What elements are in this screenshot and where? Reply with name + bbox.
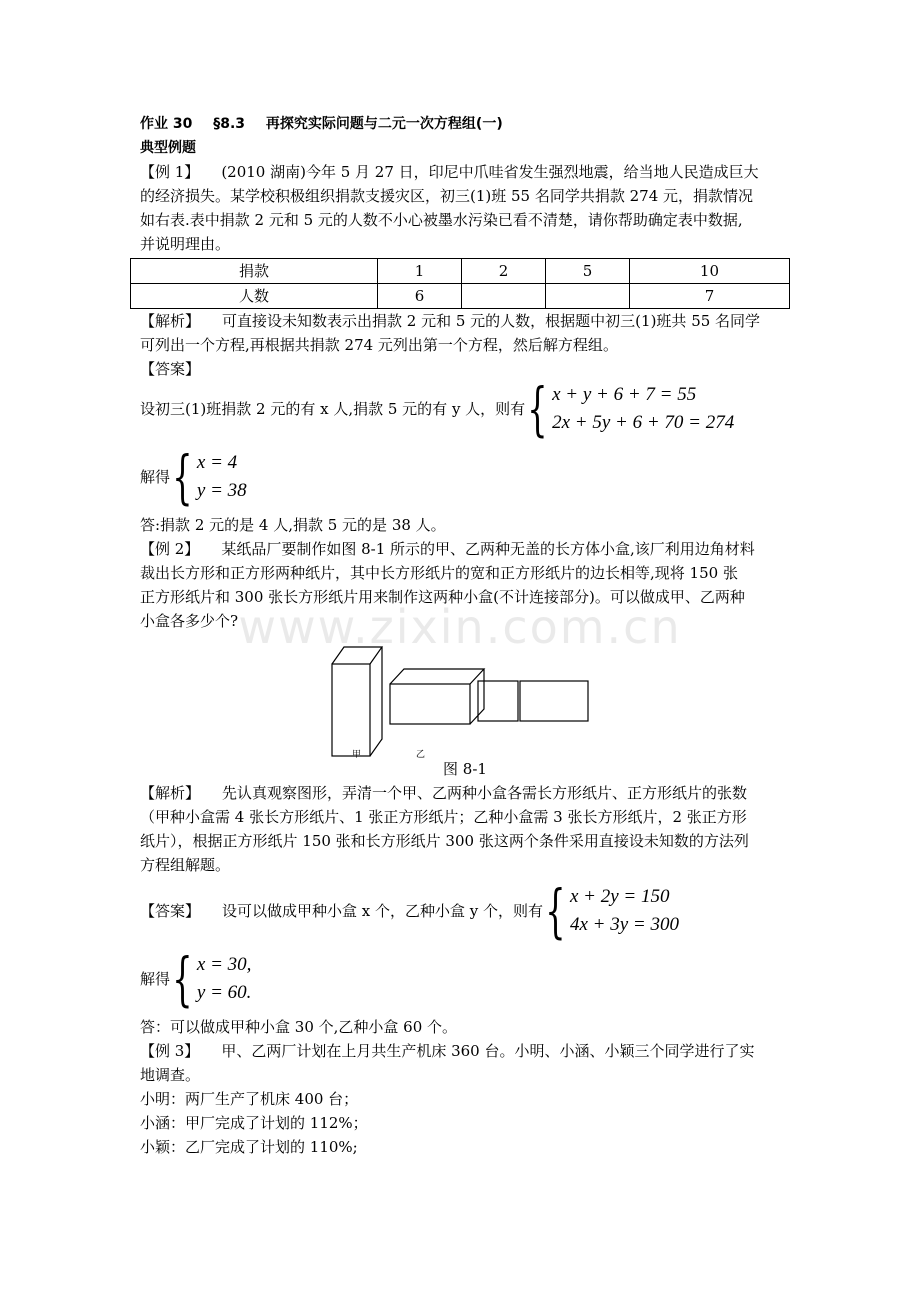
equation: x + y + 6 + 7 = 55: [552, 384, 697, 405]
table-row: [131, 259, 790, 284]
figure-8-1: [140, 639, 790, 760]
equation: x + 2y = 150: [569, 886, 670, 907]
statement-xiaohan: 小涵：甲厂完成了计划的 112%；: [140, 1114, 368, 1132]
equations: [570, 883, 679, 939]
table-cell: 捐款: [131, 259, 378, 284]
equations: [552, 381, 734, 437]
watermark: www.zixin.com.cn: [238, 600, 682, 654]
example1-answer-tag: 【答案】: [140, 360, 201, 378]
statement-xiaoying: 小颖：乙厂完成了计划的 110%;: [140, 1138, 358, 1156]
label-jia: 甲: [352, 750, 362, 760]
donation-table: [130, 258, 790, 309]
table-cell: 10: [629, 259, 789, 284]
equation: 4x + 3y = 300: [569, 914, 679, 935]
example1-equation-system: [140, 375, 790, 443]
solution: y = 38: [196, 480, 247, 501]
example2-line-4: 小盒各多少个?: [140, 612, 239, 630]
brace-icon: {: [172, 443, 193, 511]
table-cell: 1: [378, 259, 462, 284]
example1-solution: [140, 443, 790, 511]
example2-line-1: 【例 2】 某纸品厂要制作如图 8-1 所示的甲、乙两种无盖的长方体小盒,该厂利用边角材料: [140, 540, 755, 558]
solution: x = 30,: [196, 954, 252, 975]
example2-analysis-3: 纸片），根据正方形纸片 150 张和长方形纸片 300 张这两个条件采用直接设未知数的方法列: [140, 832, 749, 850]
setup-text: 设可以做成甲种小盒 x 个，乙种小盒 y 个，则有: [222, 902, 544, 920]
table-cell: 6: [378, 284, 462, 309]
section-number: §8.3: [213, 116, 246, 132]
table-cell: 5: [545, 259, 629, 284]
table-cell: 7: [629, 284, 789, 309]
example1-line-1: 【例 1】 (2010 湖南)今年 5 月 27 日，印尼中爪哇省发生强烈地震，给当地人民造成巨大: [140, 163, 759, 181]
figure-caption: 图 8-1: [443, 760, 487, 778]
example1-line-3: 如右表.表中捐款 2 元和 5 元的人数不小心被墨水污染已看不清楚，请你帮助确定表中数据,: [140, 211, 743, 229]
example3-line-2: 地调查。: [140, 1066, 201, 1084]
example1-analysis-1: 【解析】 可直接设未知数表示出捐款 2 元和 5 元的人数，根据题中初三(1)班共 55 名同学: [140, 312, 761, 330]
setup-text: 设初三(1)班捐款 2 元的有 x 人,捐款 5 元的有 y 人，则有: [140, 400, 526, 418]
example2-line-2: 裁出长方形和正方形两种纸片，其中长方形纸片的宽和正方形纸片的边长相等,现将 150 张: [140, 564, 738, 582]
example2-tag: 【例 2】: [140, 540, 200, 558]
brace-icon: {: [172, 945, 193, 1013]
solution: x = 4: [196, 452, 238, 473]
statement-xiaoming: 小明：两厂生产了机床 400 台；: [140, 1090, 359, 1108]
example2-analysis-2: （甲种小盒需 4 张长方形纸片、1 张正方形纸片；乙种小盒需 3 张长方形纸片，2 张正方形: [140, 808, 747, 826]
solutions: [197, 449, 247, 505]
example3-line-1: 【例 3】 甲、乙两厂计划在上月共生产机床 360 台。小明、小涵、小颖三个同学进行了实: [140, 1042, 755, 1060]
solve-label: 解得: [140, 970, 171, 988]
solve-label: 解得: [140, 468, 171, 486]
brace-icon: {: [527, 375, 548, 443]
boxes-diagram: [140, 639, 790, 757]
example3-tag: 【例 3】: [140, 1042, 200, 1060]
label-yi: 乙: [416, 750, 426, 760]
table-row: [131, 284, 790, 309]
table-cell: [461, 284, 545, 309]
table-cell: 2: [461, 259, 545, 284]
box-front: [332, 664, 370, 756]
example2-analysis-4: 方程组解题。: [140, 856, 231, 874]
document-body: [140, 112, 790, 1159]
example2-conclusion: 答：可以做成甲种小盒 30 个,乙种小盒 60 个。: [140, 1018, 458, 1036]
solutions: [197, 951, 252, 1007]
example1-analysis-2: 可列出一个方程,再根据共捐款 274 元列出第一个方程，然后解方程组。: [140, 336, 618, 354]
example2-solution: [140, 945, 790, 1013]
example2-equation-system: [140, 877, 790, 945]
solution: y = 60.: [196, 982, 252, 1003]
brace-icon: {: [545, 877, 566, 945]
example2-analysis-1: 【解析】 先认真观察图形，弄清一个甲、乙两种小盒各需长方形纸片、正方形纸片的张数: [140, 784, 748, 802]
example1-line-4: 并说明理由。: [140, 235, 231, 253]
subtitle: 典型例题: [140, 140, 196, 156]
analysis-tag: 【解析】: [140, 784, 201, 802]
page-title: [140, 112, 790, 136]
example2-line-3: 正方形纸片和 300 张长方形纸片用来制作这两种小盒(不计连接部分)。可以做成甲、乙两种: [140, 588, 745, 606]
example1-conclusion: 答:捐款 2 元的是 4 人,捐款 5 元的是 38 人。: [140, 516, 446, 534]
table-cell: 人数: [131, 284, 378, 309]
example1-line-2: 的经济损失。某学校积极组织捐款支援灾区，初三(1)班 55 名同学共捐款 274 元，捐款情况: [140, 187, 754, 205]
section-title: 再探究实际问题与二元一次方程组(一): [265, 116, 503, 132]
example1-tag: 【例 1】: [140, 163, 200, 181]
analysis-tag: 【解析】: [140, 312, 201, 330]
answer-tag: 【答案】: [140, 902, 201, 920]
assignment-number: 作业 30: [140, 116, 193, 132]
table-cell: [545, 284, 629, 309]
equation: 2x + 5y + 6 + 70 = 274: [552, 412, 735, 433]
